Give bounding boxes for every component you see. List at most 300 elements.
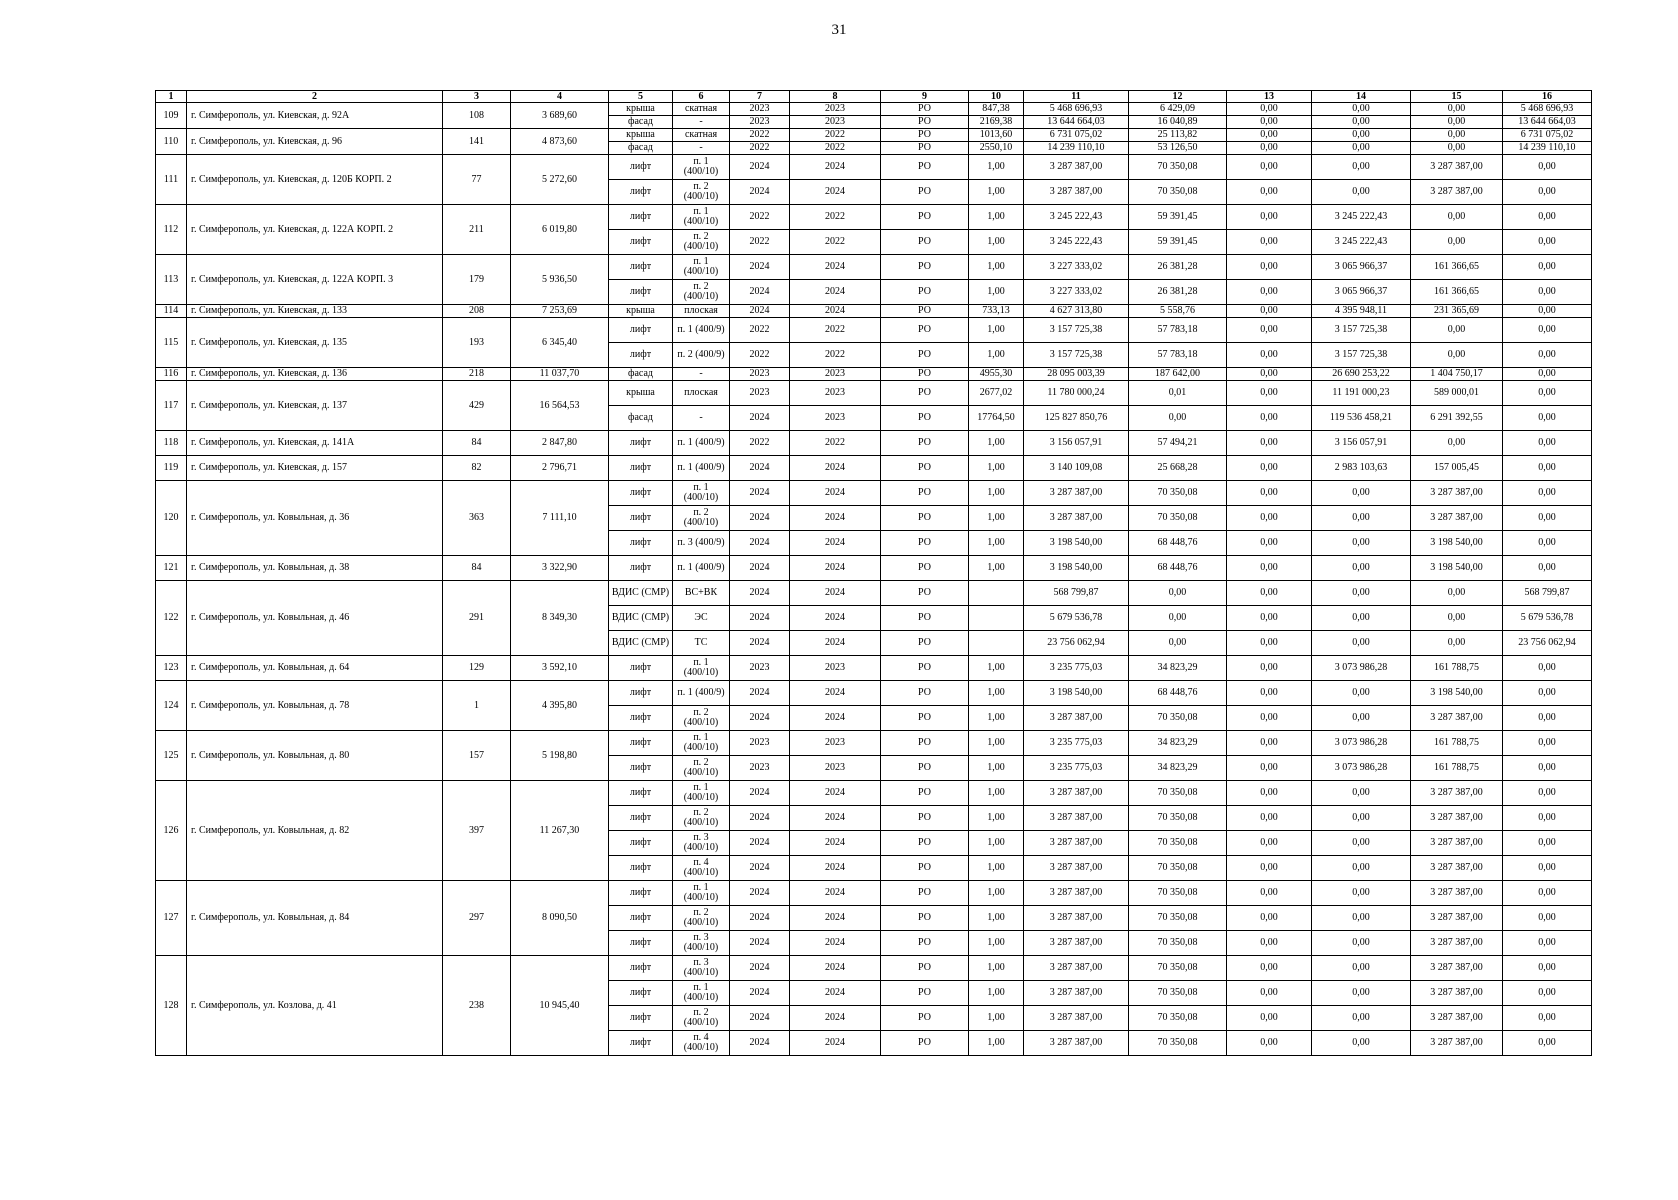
- unit-cost-cell: 70 350,08: [1129, 831, 1227, 856]
- apartments-cell: 141: [443, 129, 511, 155]
- total-cost-cell: 3 157 725,38: [1024, 318, 1129, 343]
- year-start-cell: 2024: [730, 481, 790, 506]
- type-cell: п. 1 (400/10): [673, 255, 730, 280]
- address-cell: г. Симферополь, ул. Киевская, д. 141А: [187, 431, 443, 456]
- row-number-cell: 123: [156, 656, 187, 681]
- unit-cost-cell: 70 350,08: [1129, 881, 1227, 906]
- unit-cost-cell: 25 668,28: [1129, 456, 1227, 481]
- element-cell: ВДИС (СМР): [609, 606, 673, 631]
- total-cost-cell: 3 198 540,00: [1024, 556, 1129, 581]
- col13-cell: 0,00: [1227, 606, 1312, 631]
- row-number-cell: 120: [156, 481, 187, 556]
- area-cell: 7 111,10: [511, 481, 609, 556]
- col14-cell: 0,00: [1312, 606, 1411, 631]
- element-cell: лифт: [609, 155, 673, 180]
- volume-cell: 1,00: [969, 656, 1024, 681]
- col13-cell: 0,00: [1227, 656, 1312, 681]
- row-number-cell: 117: [156, 381, 187, 431]
- element-cell: лифт: [609, 781, 673, 806]
- apartments-cell: 211: [443, 205, 511, 255]
- apartments-cell: 297: [443, 881, 511, 956]
- col16-cell: 0,00: [1503, 155, 1592, 180]
- col14-cell: 0,00: [1312, 1031, 1411, 1056]
- area-cell: 4 873,60: [511, 129, 609, 155]
- year-end-cell: 2024: [790, 280, 881, 305]
- volume-cell: 1,00: [969, 806, 1024, 831]
- col16-cell: 0,00: [1503, 180, 1592, 205]
- type-cell: ТС: [673, 631, 730, 656]
- col15-cell: 3 287 387,00: [1411, 481, 1503, 506]
- col15-cell: 3 287 387,00: [1411, 856, 1503, 881]
- col15-cell: 3 287 387,00: [1411, 831, 1503, 856]
- total-cost-cell: 3 227 333,02: [1024, 280, 1129, 305]
- col13-cell: 0,00: [1227, 280, 1312, 305]
- col14-cell: 3 245 222,43: [1312, 230, 1411, 255]
- year-start-cell: 2024: [730, 831, 790, 856]
- method-cell: РО: [881, 205, 969, 230]
- total-cost-cell: 14 239 110,10: [1024, 142, 1129, 155]
- col14-cell: 0,00: [1312, 1006, 1411, 1031]
- unit-cost-cell: 34 823,29: [1129, 656, 1227, 681]
- col15-cell: 3 287 387,00: [1411, 1031, 1503, 1056]
- element-cell: лифт: [609, 881, 673, 906]
- address-cell: г. Симферополь, ул. Ковыльная, д. 84: [187, 881, 443, 956]
- column-header: 9: [881, 91, 969, 103]
- element-cell: лифт: [609, 481, 673, 506]
- year-end-cell: 2024: [790, 906, 881, 931]
- volume-cell: 2550,10: [969, 142, 1024, 155]
- apartments-cell: 291: [443, 581, 511, 656]
- year-start-cell: 2022: [730, 230, 790, 255]
- col15-cell: 161 366,65: [1411, 280, 1503, 305]
- row-number-cell: 126: [156, 781, 187, 881]
- year-end-cell: 2024: [790, 255, 881, 280]
- element-cell: фасад: [609, 368, 673, 381]
- volume-cell: [969, 581, 1024, 606]
- year-start-cell: 2023: [730, 381, 790, 406]
- method-cell: РО: [881, 103, 969, 116]
- method-cell: РО: [881, 116, 969, 129]
- method-cell: РО: [881, 280, 969, 305]
- type-cell: п. 3 (400/10): [673, 831, 730, 856]
- element-cell: лифт: [609, 731, 673, 756]
- col15-cell: 1 404 750,17: [1411, 368, 1503, 381]
- area-cell: 4 395,80: [511, 681, 609, 731]
- element-cell: лифт: [609, 706, 673, 731]
- column-header: 4: [511, 91, 609, 103]
- year-end-cell: 2023: [790, 368, 881, 381]
- element-cell: лифт: [609, 180, 673, 205]
- type-cell: скатная: [673, 129, 730, 142]
- area-cell: 16 564,53: [511, 381, 609, 431]
- unit-cost-cell: 68 448,76: [1129, 556, 1227, 581]
- unit-cost-cell: 57 494,21: [1129, 431, 1227, 456]
- type-cell: п. 3 (400/10): [673, 931, 730, 956]
- type-cell: п. 4 (400/10): [673, 1031, 730, 1056]
- type-cell: п. 2 (400/10): [673, 806, 730, 831]
- col14-cell: 0,00: [1312, 956, 1411, 981]
- total-cost-cell: 3 235 775,03: [1024, 731, 1129, 756]
- year-start-cell: 2022: [730, 431, 790, 456]
- type-cell: п. 1 (400/10): [673, 481, 730, 506]
- col15-cell: 3 287 387,00: [1411, 981, 1503, 1006]
- unit-cost-cell: 70 350,08: [1129, 856, 1227, 881]
- total-cost-cell: 3 287 387,00: [1024, 506, 1129, 531]
- unit-cost-cell: 16 040,89: [1129, 116, 1227, 129]
- year-start-cell: 2023: [730, 731, 790, 756]
- method-cell: РО: [881, 581, 969, 606]
- col13-cell: 0,00: [1227, 481, 1312, 506]
- apartments-cell: 179: [443, 255, 511, 305]
- area-cell: 11 037,70: [511, 368, 609, 381]
- row-number-cell: 125: [156, 731, 187, 781]
- method-cell: РО: [881, 881, 969, 906]
- apartments-cell: 218: [443, 368, 511, 381]
- total-cost-cell: 3 227 333,02: [1024, 255, 1129, 280]
- col14-cell: 0,00: [1312, 103, 1411, 116]
- type-cell: п. 1 (400/10): [673, 781, 730, 806]
- col13-cell: 0,00: [1227, 781, 1312, 806]
- year-start-cell: 2024: [730, 406, 790, 431]
- col15-cell: 3 287 387,00: [1411, 706, 1503, 731]
- table-row: [156, 205, 1592, 230]
- type-cell: п. 1 (400/9): [673, 681, 730, 706]
- column-header: 1: [156, 91, 187, 103]
- col14-cell: 0,00: [1312, 180, 1411, 205]
- row-number-cell: 127: [156, 881, 187, 956]
- element-cell: лифт: [609, 343, 673, 368]
- col16-cell: 0,00: [1503, 506, 1592, 531]
- address-cell: г. Симферополь, ул. Киевская, д. 96: [187, 129, 443, 155]
- unit-cost-cell: 59 391,45: [1129, 205, 1227, 230]
- type-cell: ВС+ВК: [673, 581, 730, 606]
- col13-cell: 0,00: [1227, 343, 1312, 368]
- year-end-cell: 2024: [790, 681, 881, 706]
- method-cell: РО: [881, 456, 969, 481]
- unit-cost-cell: 70 350,08: [1129, 155, 1227, 180]
- year-start-cell: 2024: [730, 456, 790, 481]
- table-row: [156, 381, 1592, 406]
- col13-cell: 0,00: [1227, 631, 1312, 656]
- type-cell: -: [673, 368, 730, 381]
- col15-cell: 161 788,75: [1411, 756, 1503, 781]
- element-cell: лифт: [609, 230, 673, 255]
- col13-cell: 0,00: [1227, 129, 1312, 142]
- area-cell: 8 090,50: [511, 881, 609, 956]
- apartments-cell: 1: [443, 681, 511, 731]
- col15-cell: 161 788,75: [1411, 656, 1503, 681]
- col14-cell: 0,00: [1312, 706, 1411, 731]
- col16-cell: 0,00: [1503, 1031, 1592, 1056]
- total-cost-cell: 3 287 387,00: [1024, 831, 1129, 856]
- volume-cell: 1,00: [969, 1006, 1024, 1031]
- area-cell: 5 198,80: [511, 731, 609, 781]
- col16-cell: 0,00: [1503, 856, 1592, 881]
- col15-cell: 3 287 387,00: [1411, 881, 1503, 906]
- col16-cell: 0,00: [1503, 481, 1592, 506]
- col16-cell: 0,00: [1503, 556, 1592, 581]
- col16-cell: 0,00: [1503, 305, 1592, 318]
- unit-cost-cell: 57 783,18: [1129, 343, 1227, 368]
- col16-cell: 0,00: [1503, 431, 1592, 456]
- area-cell: 10 945,40: [511, 956, 609, 1056]
- col15-cell: 0,00: [1411, 318, 1503, 343]
- col14-cell: 0,00: [1312, 556, 1411, 581]
- method-cell: РО: [881, 831, 969, 856]
- method-cell: РО: [881, 142, 969, 155]
- year-end-cell: 2023: [790, 406, 881, 431]
- col16-cell: 0,00: [1503, 456, 1592, 481]
- volume-cell: 1,00: [969, 280, 1024, 305]
- col14-cell: 119 536 458,21: [1312, 406, 1411, 431]
- area-cell: 7 253,69: [511, 305, 609, 318]
- row-number-cell: 113: [156, 255, 187, 305]
- total-cost-cell: 23 756 062,94: [1024, 631, 1129, 656]
- year-end-cell: 2023: [790, 381, 881, 406]
- year-start-cell: 2024: [730, 781, 790, 806]
- apartments-cell: 108: [443, 103, 511, 129]
- type-cell: п. 2 (400/9): [673, 343, 730, 368]
- year-end-cell: 2024: [790, 305, 881, 318]
- year-start-cell: 2024: [730, 556, 790, 581]
- type-cell: п. 2 (400/10): [673, 906, 730, 931]
- volume-cell: 1,00: [969, 230, 1024, 255]
- year-end-cell: 2024: [790, 506, 881, 531]
- volume-cell: 733,13: [969, 305, 1024, 318]
- year-start-cell: 2024: [730, 506, 790, 531]
- element-cell: лифт: [609, 931, 673, 956]
- volume-cell: 1,00: [969, 881, 1024, 906]
- element-cell: фасад: [609, 116, 673, 129]
- unit-cost-cell: 70 350,08: [1129, 781, 1227, 806]
- row-number-cell: 122: [156, 581, 187, 656]
- col15-cell: 3 198 540,00: [1411, 556, 1503, 581]
- total-cost-cell: 3 287 387,00: [1024, 155, 1129, 180]
- method-cell: РО: [881, 255, 969, 280]
- address-cell: г. Симферополь, ул. Ковыльная, д. 38: [187, 556, 443, 581]
- apartments-cell: 193: [443, 318, 511, 368]
- col13-cell: 0,00: [1227, 831, 1312, 856]
- element-cell: лифт: [609, 205, 673, 230]
- volume-cell: 1,00: [969, 831, 1024, 856]
- year-start-cell: 2024: [730, 631, 790, 656]
- type-cell: п. 1 (400/10): [673, 731, 730, 756]
- volume-cell: 1,00: [969, 706, 1024, 731]
- method-cell: РО: [881, 343, 969, 368]
- col16-cell: 0,00: [1503, 931, 1592, 956]
- col16-cell: 0,00: [1503, 956, 1592, 981]
- total-cost-cell: 3 287 387,00: [1024, 1031, 1129, 1056]
- table-row: [156, 456, 1592, 481]
- col13-cell: 0,00: [1227, 806, 1312, 831]
- year-start-cell: 2024: [730, 931, 790, 956]
- total-cost-cell: 3 156 057,91: [1024, 431, 1129, 456]
- table-row: [156, 305, 1592, 318]
- apartments-cell: 129: [443, 656, 511, 681]
- col16-cell: 0,00: [1503, 981, 1592, 1006]
- volume-cell: 2677,02: [969, 381, 1024, 406]
- total-cost-cell: 3 287 387,00: [1024, 1006, 1129, 1031]
- year-start-cell: 2024: [730, 706, 790, 731]
- col14-cell: 0,00: [1312, 806, 1411, 831]
- element-cell: лифт: [609, 431, 673, 456]
- col16-cell: 0,00: [1503, 756, 1592, 781]
- col16-cell: 0,00: [1503, 368, 1592, 381]
- volume-cell: 1,00: [969, 205, 1024, 230]
- col15-cell: 0,00: [1411, 230, 1503, 255]
- type-cell: п. 2 (400/10): [673, 1006, 730, 1031]
- col16-cell: 5 468 696,93: [1503, 103, 1592, 116]
- volume-cell: 17764,50: [969, 406, 1024, 431]
- element-cell: фасад: [609, 406, 673, 431]
- col16-cell: 0,00: [1503, 381, 1592, 406]
- method-cell: РО: [881, 431, 969, 456]
- col13-cell: 0,00: [1227, 180, 1312, 205]
- year-end-cell: 2024: [790, 556, 881, 581]
- row-number-cell: 109: [156, 103, 187, 129]
- total-cost-cell: 3 287 387,00: [1024, 881, 1129, 906]
- col16-cell: 0,00: [1503, 318, 1592, 343]
- year-end-cell: 2024: [790, 856, 881, 881]
- col14-cell: 0,00: [1312, 831, 1411, 856]
- col14-cell: 3 065 966,37: [1312, 255, 1411, 280]
- total-cost-cell: 3 287 387,00: [1024, 856, 1129, 881]
- element-cell: лифт: [609, 856, 673, 881]
- element-cell: лифт: [609, 456, 673, 481]
- page-number: 31: [831, 22, 847, 38]
- col16-cell: 0,00: [1503, 906, 1592, 931]
- apartments-cell: 84: [443, 556, 511, 581]
- method-cell: РО: [881, 806, 969, 831]
- unit-cost-cell: 59 391,45: [1129, 230, 1227, 255]
- col16-cell: 0,00: [1503, 255, 1592, 280]
- element-cell: крыша: [609, 103, 673, 116]
- col16-cell: 23 756 062,94: [1503, 631, 1592, 656]
- year-end-cell: 2024: [790, 806, 881, 831]
- apartments-cell: 429: [443, 381, 511, 431]
- address-cell: г. Симферополь, ул. Киевская, д. 122А КОРП. 2: [187, 205, 443, 255]
- col15-cell: 231 365,69: [1411, 305, 1503, 318]
- year-end-cell: 2024: [790, 881, 881, 906]
- unit-cost-cell: 0,00: [1129, 581, 1227, 606]
- table-row: [156, 481, 1592, 506]
- total-cost-cell: 3 140 109,08: [1024, 456, 1129, 481]
- volume-cell: 1,00: [969, 506, 1024, 531]
- method-cell: РО: [881, 368, 969, 381]
- col13-cell: 0,00: [1227, 456, 1312, 481]
- col13-cell: 0,00: [1227, 856, 1312, 881]
- col15-cell: 0,00: [1411, 343, 1503, 368]
- col13-cell: 0,00: [1227, 881, 1312, 906]
- unit-cost-cell: 70 350,08: [1129, 706, 1227, 731]
- col14-cell: 0,00: [1312, 906, 1411, 931]
- address-cell: г. Симферополь, ул. Киевская, д. 92А: [187, 103, 443, 129]
- col13-cell: 0,00: [1227, 406, 1312, 431]
- total-cost-cell: 13 644 664,03: [1024, 116, 1129, 129]
- area-cell: 5 936,50: [511, 255, 609, 305]
- col13-cell: 0,00: [1227, 706, 1312, 731]
- method-cell: РО: [881, 155, 969, 180]
- col15-cell: 3 287 387,00: [1411, 931, 1503, 956]
- year-end-cell: 2022: [790, 343, 881, 368]
- year-end-cell: 2024: [790, 481, 881, 506]
- type-cell: ЭС: [673, 606, 730, 631]
- col15-cell: 0,00: [1411, 431, 1503, 456]
- method-cell: РО: [881, 656, 969, 681]
- col13-cell: 0,00: [1227, 531, 1312, 556]
- method-cell: РО: [881, 1006, 969, 1031]
- col13-cell: 0,00: [1227, 381, 1312, 406]
- col14-cell: 3 073 986,28: [1312, 731, 1411, 756]
- area-cell: 2 796,71: [511, 456, 609, 481]
- table-row: [156, 681, 1592, 706]
- row-number-cell: 128: [156, 956, 187, 1056]
- col13-cell: 0,00: [1227, 1031, 1312, 1056]
- col14-cell: 0,00: [1312, 931, 1411, 956]
- year-start-cell: 2022: [730, 318, 790, 343]
- col13-cell: 0,00: [1227, 731, 1312, 756]
- year-start-cell: 2022: [730, 142, 790, 155]
- element-cell: лифт: [609, 681, 673, 706]
- type-cell: п. 2 (400/10): [673, 706, 730, 731]
- method-cell: РО: [881, 856, 969, 881]
- element-cell: лифт: [609, 1031, 673, 1056]
- year-end-cell: 2024: [790, 981, 881, 1006]
- year-end-cell: 2024: [790, 931, 881, 956]
- type-cell: п. 1 (400/9): [673, 456, 730, 481]
- col13-cell: 0,00: [1227, 142, 1312, 155]
- col13-cell: 0,00: [1227, 305, 1312, 318]
- col15-cell: 0,00: [1411, 116, 1503, 129]
- year-end-cell: 2023: [790, 756, 881, 781]
- col16-cell: 0,00: [1503, 681, 1592, 706]
- unit-cost-cell: 26 381,28: [1129, 255, 1227, 280]
- col15-cell: 589 000,01: [1411, 381, 1503, 406]
- col15-cell: 0,00: [1411, 205, 1503, 230]
- year-start-cell: 2024: [730, 981, 790, 1006]
- column-header: 12: [1129, 91, 1227, 103]
- year-end-cell: 2024: [790, 956, 881, 981]
- year-start-cell: 2024: [730, 606, 790, 631]
- apartments-cell: 84: [443, 431, 511, 456]
- type-cell: п. 1 (400/10): [673, 155, 730, 180]
- col14-cell: 3 073 986,28: [1312, 656, 1411, 681]
- volume-cell: 1,00: [969, 981, 1024, 1006]
- volume-cell: 1,00: [969, 931, 1024, 956]
- col15-cell: 0,00: [1411, 142, 1503, 155]
- table-row: [156, 318, 1592, 343]
- year-start-cell: 2024: [730, 255, 790, 280]
- col15-cell: 0,00: [1411, 631, 1503, 656]
- type-cell: скатная: [673, 103, 730, 116]
- unit-cost-cell: 0,00: [1129, 631, 1227, 656]
- row-number-cell: 116: [156, 368, 187, 381]
- total-cost-cell: 5 679 536,78: [1024, 606, 1129, 631]
- year-start-cell: 2024: [730, 806, 790, 831]
- area-cell: 3 322,90: [511, 556, 609, 581]
- element-cell: лифт: [609, 318, 673, 343]
- year-end-cell: 2024: [790, 180, 881, 205]
- apartments-cell: 77: [443, 155, 511, 205]
- year-start-cell: 2023: [730, 368, 790, 381]
- col15-cell: 3 287 387,00: [1411, 781, 1503, 806]
- col13-cell: 0,00: [1227, 681, 1312, 706]
- col13-cell: 0,00: [1227, 318, 1312, 343]
- element-cell: ВДИС (СМР): [609, 581, 673, 606]
- method-cell: РО: [881, 681, 969, 706]
- type-cell: п. 1 (400/10): [673, 656, 730, 681]
- year-end-cell: 2023: [790, 731, 881, 756]
